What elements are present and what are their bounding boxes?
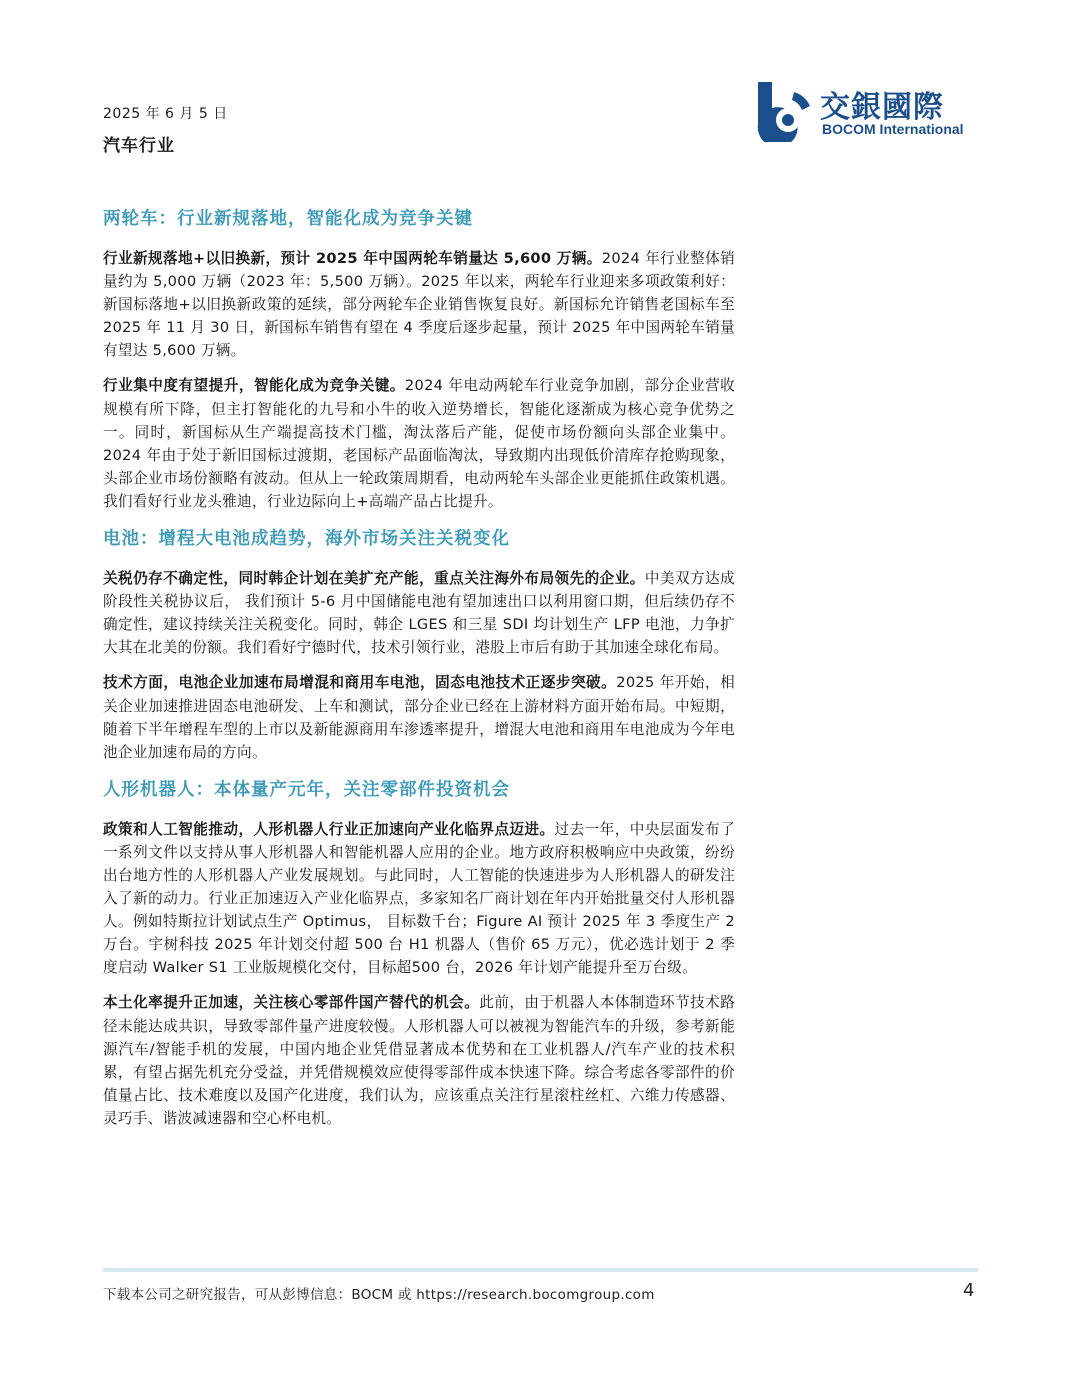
paragraph xyxy=(103,567,735,659)
paragraph-lead: 政策和人工智能推动，人形机器人行业正加速向产业化临界点迈进。 xyxy=(103,820,555,838)
paragraph-body: 中美双方达成阶段性关税协议后， 我们预计 5-6 月中国储能电池有望加速出口以利用窗口期，但后续仍存不确定性，建议持续关注关税变化。同时，韩企 LGES 和三星 SDI 均计划生产 LFP 电池，力争扩大其在北美的份额。我们看好宁德时代，技术引领行业，港股上市后有助于其加速全球化布局。 xyxy=(103,570,735,657)
paragraph-lead: 行业集中度有望提升，智能化成为竞争关键。 xyxy=(103,377,405,395)
industry-name: 汽车行业 xyxy=(103,136,175,156)
section-humanoid-robots xyxy=(103,776,735,1130)
section-title: 人形机器人：本体量产元年，关注零部件投资机会 xyxy=(103,779,510,800)
paragraph xyxy=(103,991,735,1130)
paragraph-lead: 本土化率提升正加速，关注核心零部件国产替代的机会。 xyxy=(103,994,480,1012)
paragraph-lead: 行业新规落地+以旧换新，预计 2025 年中国两轮车销量达 5,600 万辆。 xyxy=(103,250,602,267)
report-body xyxy=(103,205,735,1142)
bocom-logo-icon xyxy=(756,80,816,142)
paragraph xyxy=(103,374,735,513)
paragraph-body: 2024 年行业整体销量约为 5,000 万辆（2023 年：5,500 万辆）。2025 年以来，两轮车行业迎来多项政策利好：新国标落地+以旧换新政策的延续，部分两轮车企业销售恢复良好。新国标允许销售老国标车至 2025 年 11 月 30 日，新国标车销售有望在 4 季度后逐步起量，预计 2025 年中国两轮车销量有望达 5,600 万辆。 xyxy=(103,250,735,360)
section-two-wheelers xyxy=(103,205,735,513)
paragraph-body: 此前，由于机器人本体制造环节技术路径未能达成共识，导致零部件量产进度较慢。人形机器人可以被视为智能汽车的升级，参考新能源汽车/智能手机的发展，中国内地企业凭借显著成本优势和在工业机器人/汽车产业的技术积累，有望占据先机充分受益，并凭借规模效应使得零部件成本快速下降。综合考虑各零部件的价值量占比、技术难度以及国产化进度，我们认为，应该重点关注行星滚柱丝杠、六维力传感器、灵巧手、谐波减速器和空心杯电机。 xyxy=(103,994,735,1127)
paragraph xyxy=(103,247,735,362)
report-header xyxy=(103,103,228,156)
paragraph xyxy=(103,818,735,980)
page-number: 4 xyxy=(963,1280,975,1301)
paragraph-body: 2025 年开始，相关企业加速推进固态电池研发、上车和测试，部分企业已经在上游材料方面开始布局。中短期，随着下半年增程车型的上市以及新能源商用车渗透率提升，增混大电池和商用车电池成为今年电池企业加速布局的方向。 xyxy=(103,674,736,761)
paragraph-body: 2024 年电动两轮车行业竞争加剧，部分企业营收规模有所下降，但主打智能化的九号和小牛的收入逆势增长，智能化逐渐成为核心竞争优势之一。同时，新国标从生产端提高技术门槛，淘汰落后产能，促使市场份额向头部企业集中。2024 年由于处于新旧国标过渡期，老国标产品面临淘汰，导致期内出现低价清库存抢购现象，头部企业市场份额略有波动。但从上一轮政策周期看，电动两轮车头部企业更能抓住政策机遇。我们看好行业龙头雅迪，行业边际向上+高端产品占比提升。 xyxy=(103,377,735,510)
paragraph-lead: 关税仍存不确定性，同时韩企计划在美扩充产能，重点关注海外布局领先的企业。 xyxy=(103,570,645,588)
paragraph xyxy=(103,671,735,763)
section-title: 电池：增程大电池成趋势，海外市场关注关税变化 xyxy=(103,529,510,550)
paragraph-lead: 技术方面，电池企业加速布局增混和商用车电池，固态电池技术正逐步突破。 xyxy=(103,674,617,692)
section-title: 两轮车：行业新规落地，智能化成为竞争关键 xyxy=(103,209,473,229)
logo-english-name: BOCOM International xyxy=(822,121,964,137)
report-date: 2025 年 6 月 5 日 xyxy=(103,106,228,122)
bocom-logo xyxy=(756,80,986,144)
footer-text: 下载本公司之研究报告，可从彭博信息：BOCM 或 https://research.bocomgroup.com xyxy=(103,1287,655,1303)
section-batteries xyxy=(103,525,735,764)
footer-divider xyxy=(103,1268,978,1272)
paragraph-body: 过去一年，中央层面发布了一系列文件以支持从事人形机器人和智能机器人应用的企业。地方政府积极响应中央政策，纷纷出台地方性的人形机器人产业发展规划。与此同时，人工智能的快速进步为人形机器人的研发注入了新的动力。行业正加速迈入产业化临界点，多家知名厂商计划在年内开始批量交付人形机器人。例如特斯拉计划试点生产 Optimus， 目标数千台；Figure AI 预计 2025 年 3 季度生产 2 万台。宇树科技 2025 年计划交付超 500 台 H1 机器人（售价 65 万元），优必选计划于 2 季度启动 Walker S1 工业版规模化交付，目标超500 台，2026 年计划产能提升至万台级。 xyxy=(103,820,735,977)
logo-chinese-name: 交銀國際 xyxy=(820,90,944,125)
